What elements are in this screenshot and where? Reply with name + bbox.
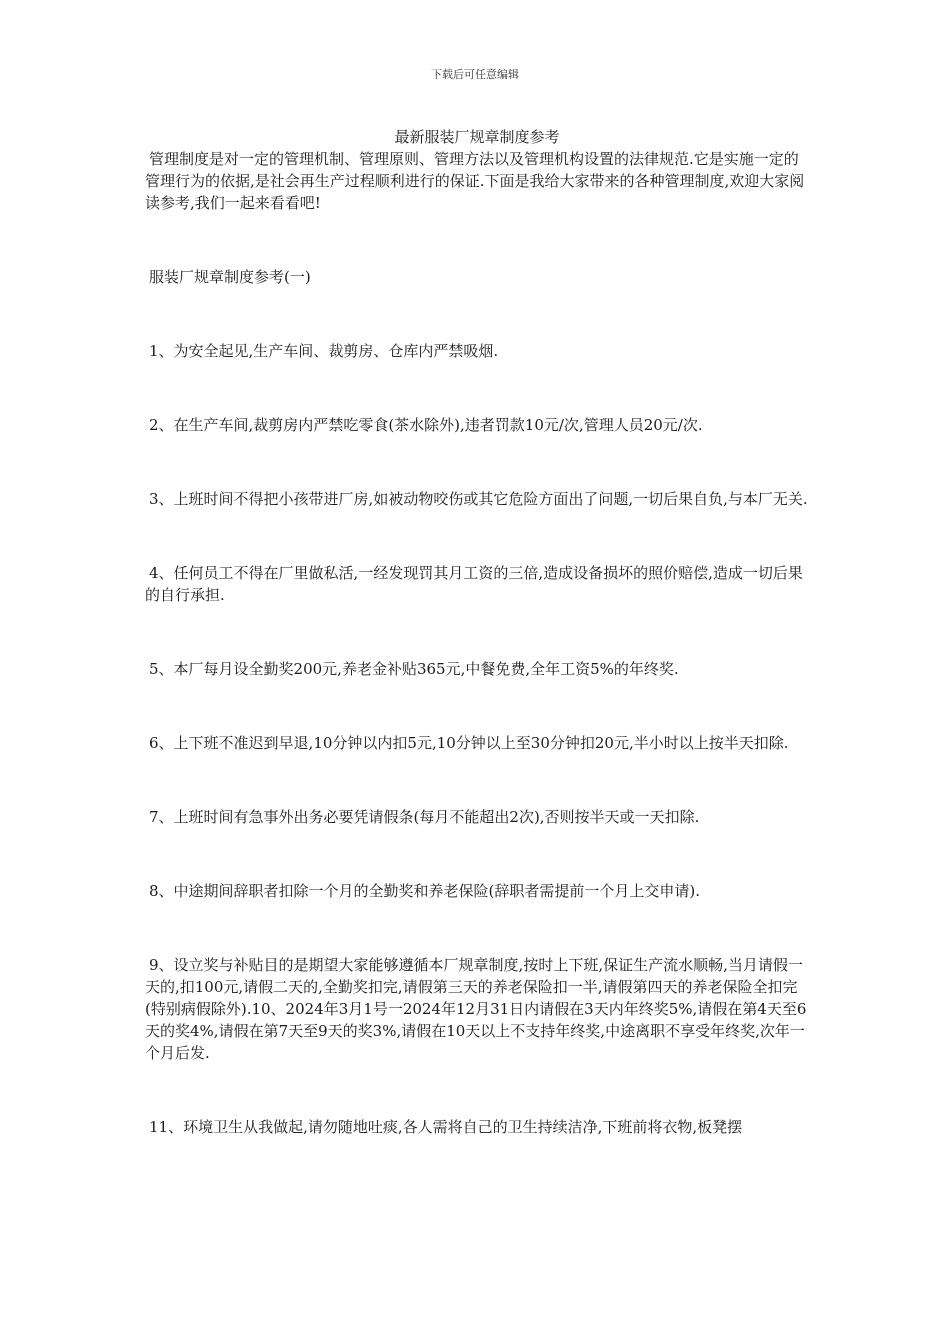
rule-item-5: 5、本厂每月设全勤奖200元,养老金补贴365元,中餐免费,全年工资5%的年终奖. — [149, 660, 679, 678]
section-heading: 服装厂规章制度参考(一) — [149, 268, 311, 286]
rule-item-8: 8、中途期间辞职者扣除一个月的全勤奖和养老保险(辞职者需提前一个月上交申请). — [149, 882, 701, 900]
document-body — [145, 126, 809, 1138]
rule-item-6: 6、上下班不准迟到早退,10分钟以内扣5元,10分钟以上至30分钟扣20元,半小时以上按半天扣除. — [149, 734, 789, 752]
document-title: 最新服装厂规章制度参考 — [394, 128, 560, 146]
rule-item-1: 1、为安全起见,生产车间、裁剪房、仓库内严禁吸烟. — [149, 342, 499, 360]
intro-paragraph: 管理制度是对一定的管理机制、管理原则、管理方法以及管理机构设置的法律规范.它是实施一定的管理行为的依据,是社会再生产过程顺利进行的保证.下面是我给大家带来的各种管理制度,欢迎大家阅读参考,我们一起来看看吧! — [145, 150, 805, 212]
rule-item-3: 3、上班时间不得把小孩带进厂房,如被动物咬伤或其它危险方面出了问题,一切后果自负,与本厂无关. — [149, 490, 808, 508]
rule-item-9: 9、设立奖与补贴目的是期望大家能够遵循本厂规章制度,按时上下班,保证生产流水顺畅,当月请假一天的,扣100元,请假二天的,全勤奖扣完,请假第三天的养老保险扣一半,请假第四天的养老保险全扣完(特别病假除外).10、2024年3月1号一2024年12月31日内请假在3天内年终奖5%,请假在第4天至6天的奖4%,请假在第7天至9天的奖3%,请假在10天以上不支持年终奖,中途离职不享受年终奖,次年一个月后发. — [145, 956, 807, 1062]
rule-item-4: 4、任何员工不得在厂里做私活,一经发现罚其月工资的三倍,造成设备损坏的照价赔偿,造成一切后果的自行承担. — [145, 564, 803, 604]
rule-item-11: 11、环境卫生从我做起,请勿随地吐痰,各人需将自己的卫生持续洁净,下班前将衣物,板凳摆 — [149, 1118, 743, 1136]
rule-item-7: 7、上班时间有急事外出务必要凭请假条(每月不能超出2次),否则按半天或一天扣除. — [149, 808, 700, 826]
header-note: 下载后可任意编辑 — [431, 68, 519, 81]
rule-item-2: 2、在生产车间,裁剪房内严禁吃零食(茶水除外),违者罚款10元/次,管理人员20元/次. — [149, 416, 703, 434]
